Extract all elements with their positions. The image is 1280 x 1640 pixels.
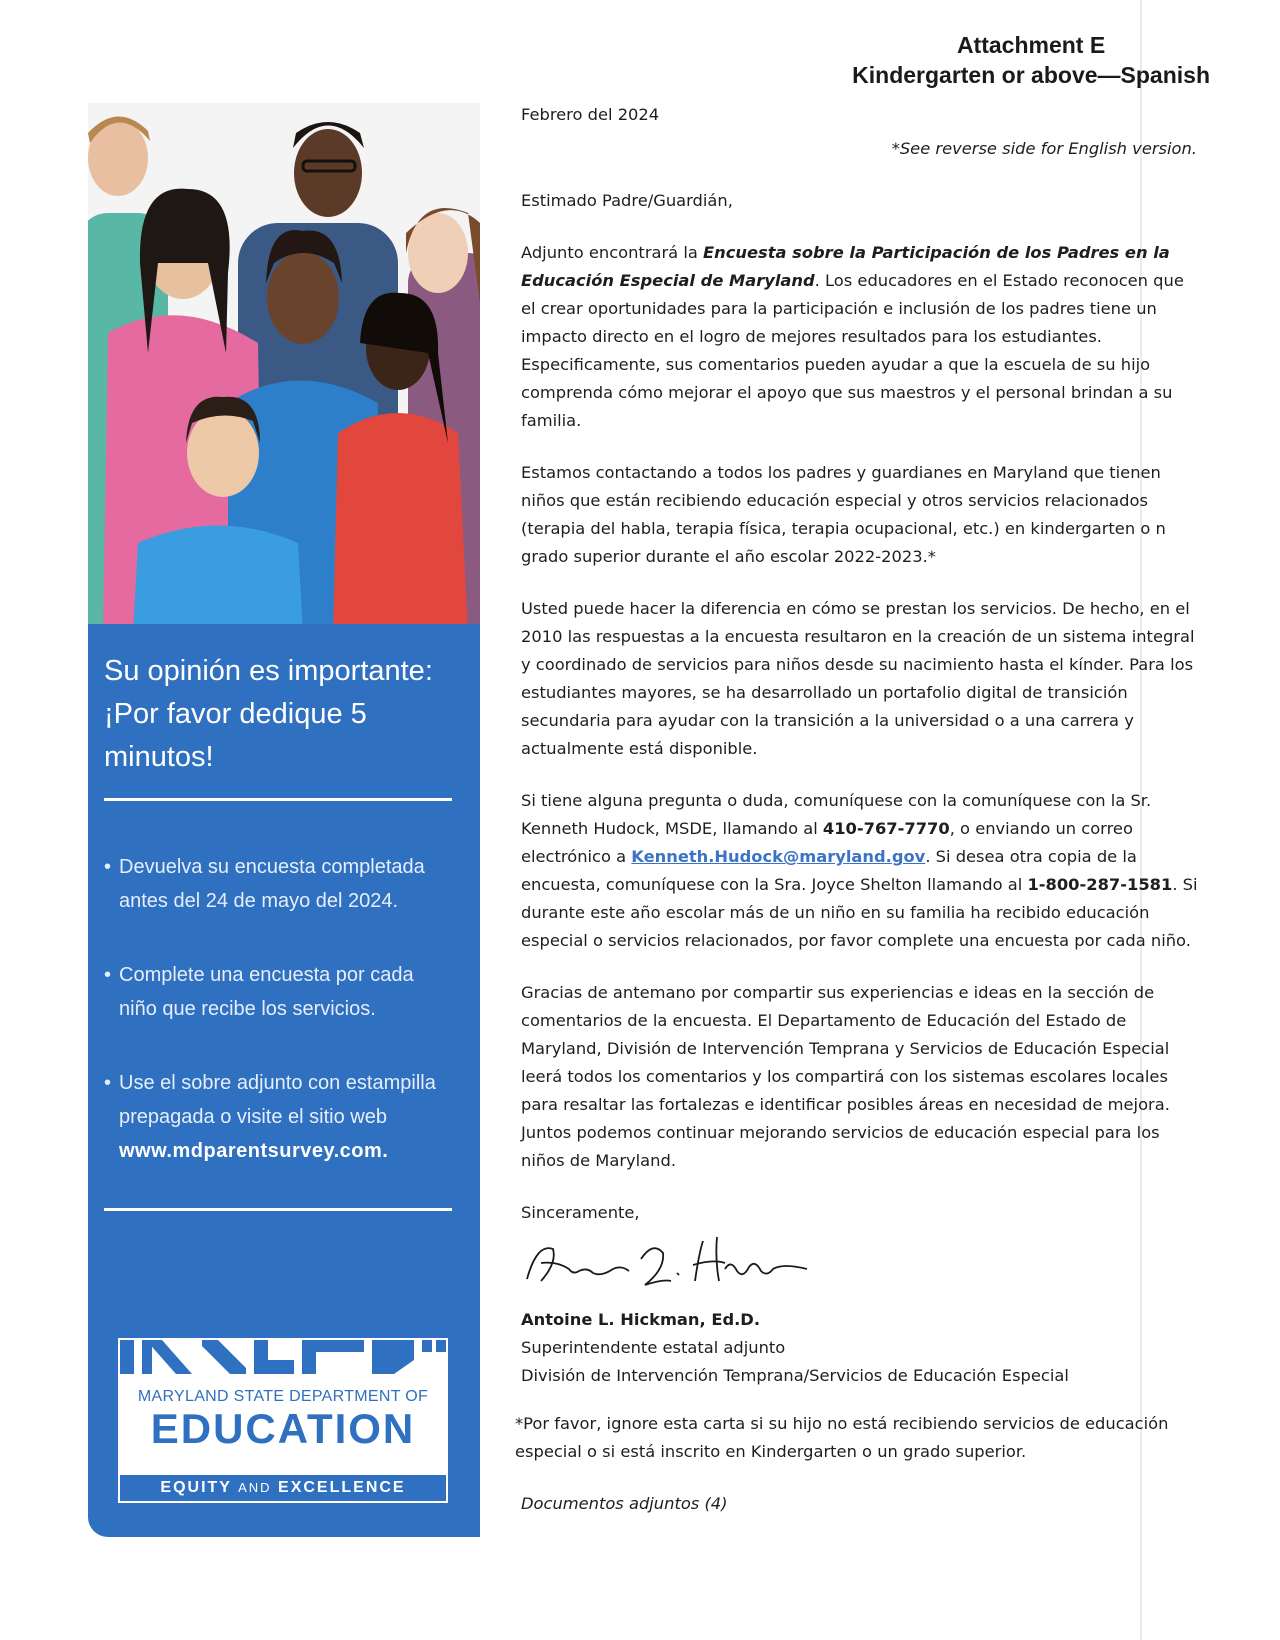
info-panel xyxy=(88,624,480,1537)
p1-lead: Adjunto encontrará la xyxy=(521,243,704,262)
bullet-dot: • xyxy=(104,856,112,878)
p1-body: . Los educadores en el Estado reconocen que el crear oportunidades para la participación e inclusión de los padres tiene un impacto directo en el logro de mejores resultados para los estudiantes. Especificamente, sus comentarios pueden ayudar a que la escuela de su hijo comprenda cómo mejorar el apoyo que sus maestros y el personal brindan a su familia. xyxy=(521,271,1184,430)
msde-logo xyxy=(118,1338,448,1498)
paragraph-thanks: Gracias de antemano por compartir sus experiencias e ideas en la sección de comentarios de la encuesta. El Departamento de Educación del Estado de Maryland, División de Intervención Temprana y Servicios de Educación Especial leerá todos los comentarios y los compartirá con los sistemas escolares locales para resaltar las fortalezas e identificar posibles áreas en necesidad de mejora. Juntos podemos continuar mejorando servicios de educación especial para los niños de Maryland. xyxy=(521,983,1170,1170)
letter-date: Febrero del 2024 xyxy=(521,105,660,124)
signer-division: División de Intervención Temprana/Servicios de Educación Especial xyxy=(521,1366,1069,1385)
bullet-return-survey xyxy=(104,850,456,918)
attachment-subtitle: Kindergarten or above—Spanish xyxy=(852,62,1210,88)
tagline-and: AND xyxy=(238,1480,272,1495)
phone-hudock: 410-767-7770 xyxy=(822,819,950,838)
paragraph-audience: Estamos contactando a todos los padres y guardianes en Maryland que tienen niños que están recibiendo educación especial y otros servicios relacionados (terapia del habla, terapia física, terapia ocupacional, etc.) en kindergarten o n grado superior durante el año escolar 2022-2023.* xyxy=(521,463,1166,566)
paragraph-impact: Usted puede hacer la diferencia en cómo se prestan los servicios. De hecho, en el 2010 las respuestas a la encuesta resultaron en la creación de un sistema integral y coordinado de servicios para niños desde su nacimiento hasta el kínder. Para los estudiantes mayores, se ha desarrollado un portafolio digital de transición secundaria para ayudar con la transición a la universidad o a una carrera y actualmente está disponible. xyxy=(521,599,1195,758)
panel-divider-bottom xyxy=(104,1208,452,1211)
survey-title: Encuesta sobre la Participación de los Padres en la Educación Especial de Maryland xyxy=(521,243,1170,290)
tagline-equity: EQUITY xyxy=(160,1479,232,1496)
students-photo xyxy=(88,103,480,624)
paragraph-intro xyxy=(521,239,1201,435)
email-link[interactable]: Kenneth.Hudock@maryland.gov xyxy=(631,847,926,866)
msde-logo-text-box xyxy=(118,1376,448,1473)
panel-divider-top xyxy=(104,798,452,801)
p4-copy: . Si desea otra copia de la encuesta, comuníquese con la Sra. Joyce Shelton llamando al xyxy=(521,847,1137,894)
panel-bullet-list xyxy=(104,850,456,1208)
signer-name: Antoine L. Hickman, Ed.D. xyxy=(521,1310,761,1329)
attachment-header xyxy=(852,30,1210,90)
p4-mid: , o enviando un correo electrónico a xyxy=(521,819,1133,866)
enclosures: Documentos adjuntos (4) xyxy=(521,1494,728,1513)
phone-shelton: 1-800-287-1581 xyxy=(1027,875,1173,894)
paragraph-contact xyxy=(521,787,1201,955)
msde-logo-tagline xyxy=(118,1473,448,1503)
survey-website-link[interactable]: www.mdparentsurvey.com. xyxy=(119,1140,389,1162)
msde-logo-mark xyxy=(118,1338,448,1376)
tagline-excellence: EXCELLENCE xyxy=(278,1479,406,1496)
bullet-text: Complete una encuesta por cada niño que recibe los servicios. xyxy=(119,964,414,1020)
p4-tail: . Si durante este año escolar más de un niño en su familia ha recibido educación especial o servicios relacionados, por favor complete una encuesta por cada niño. xyxy=(521,875,1198,950)
msde-logo-line2: EDUCATION xyxy=(150,1405,416,1452)
bullet-dot: • xyxy=(104,1072,112,1094)
footnote: *Por favor, ignore esta carta si su hijo no está recibiendo servicios de educación especial o si está inscrito en Kindergarten o un grado superior. xyxy=(515,1414,1169,1461)
signature-block xyxy=(521,1199,1201,1390)
bullet-dot: • xyxy=(104,964,112,986)
msde-logo-line1: MARYLAND STATE DEPARTMENT OF xyxy=(137,1388,429,1405)
closing: Sinceramente, xyxy=(521,1203,640,1222)
english-version-note: *See reverse side for English version. xyxy=(891,139,1197,158)
p4-lead: Si tiene alguna pregunta o duda, comuníquese con la comuníquese con la Sr. Kenneth Hudock, MSDE, llamando al xyxy=(521,791,1152,838)
bullet-text: Devuelva su encuesta completada antes del 24 de mayo del 2024. xyxy=(119,856,425,912)
letter-body xyxy=(515,101,1201,1534)
attachment-label: Attachment E xyxy=(956,32,1106,58)
bullet-envelope-website xyxy=(104,1066,456,1168)
bullet-text: Use el sobre adjunto con estampilla prepagada o visite el sitio web xyxy=(119,1072,436,1128)
bullet-one-per-child xyxy=(104,958,456,1026)
handwritten-signature xyxy=(517,1229,817,1295)
panel-headline: Su opinión es importante: ¡Por favor dedique 5 minutos! xyxy=(104,655,433,773)
side-panel xyxy=(88,103,480,1537)
signer-title: Superintendente estatal adjunto xyxy=(521,1338,786,1357)
salutation: Estimado Padre/Guardián, xyxy=(521,191,733,210)
